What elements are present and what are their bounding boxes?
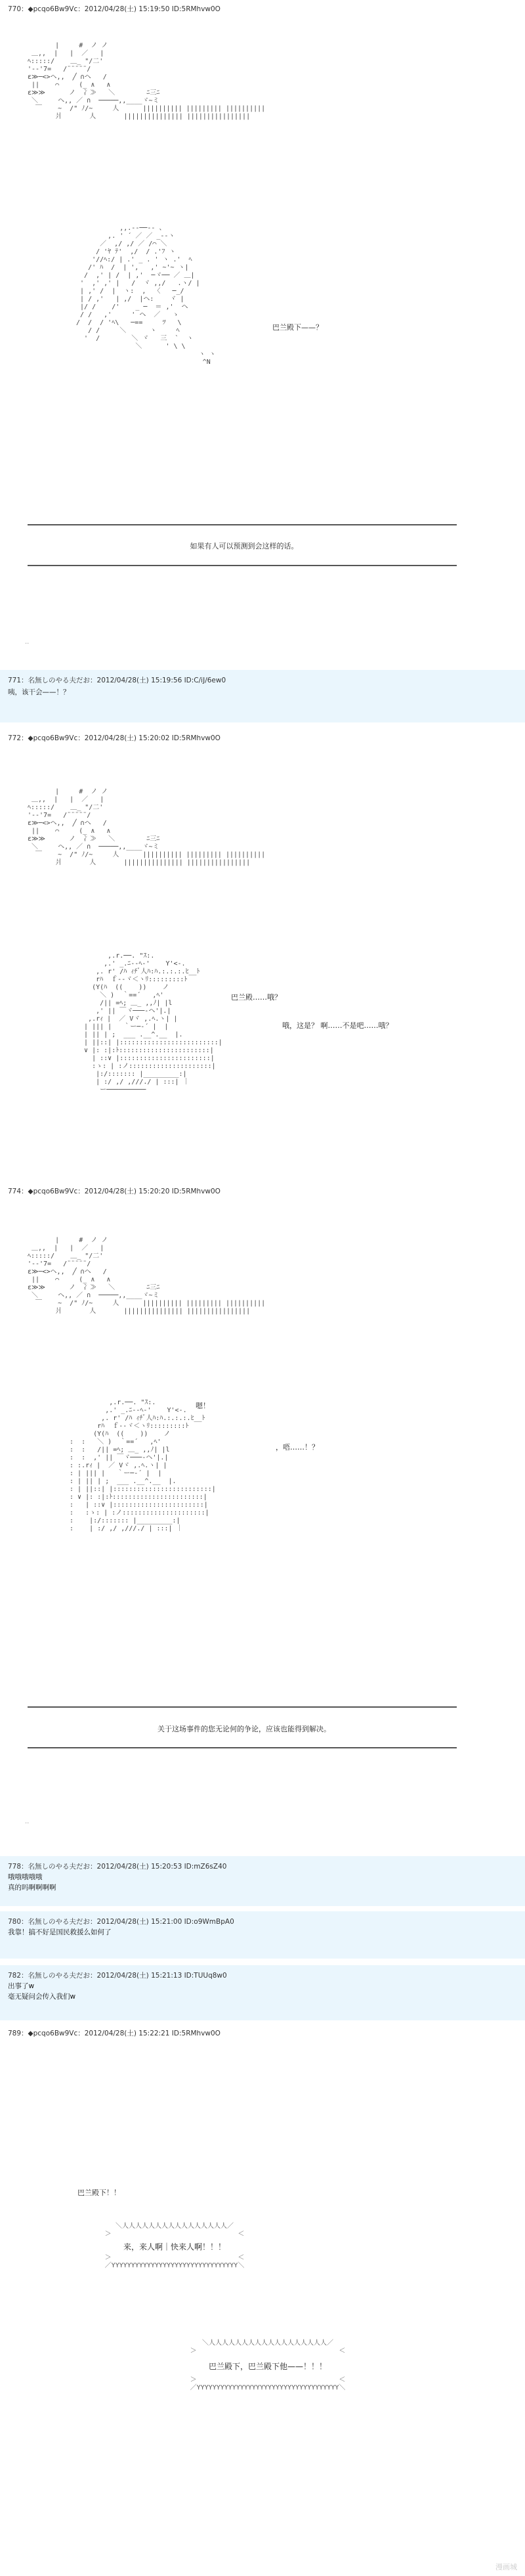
reply-post (0, 1856, 525, 1906)
aa-castle-art: | # ノ ノ ＿,, | | ／ | ﾍ:::::/ ＿_ "/二' '-‐'7= /¨¨¨¨¨/ ε≫─<>ヘ,, ╱ ∩ヘ / || ⌒ (̲ ∧ ∧ ε≫≫ ノ 冫≫ ＼ ﾆ三ﾆ ＼ ヘ,, ／ ∩ ─────,,____ヾ~ミ ￣ ~ /" ﾉ/~ 人 |||||||||| ||||||||| |||||||||| 爿 人 ||||||||||||||| |||||||||||||||| (28, 788, 266, 866)
shout-border-bottom: ＞ ＜ ／YYYYYYYYYYYYYYYYYYYYYYYYYYYYYYYYYYYY＼ (190, 2376, 346, 2391)
shout-box (138, 2340, 398, 2395)
speech-line: 巴兰殿……哦？ (231, 993, 282, 1002)
reply-line: 毫无疑问会传入我们w (8, 1993, 76, 2001)
shout-text: 巴兰殿下，巴兰殿下他——！！！ (208, 2362, 327, 2371)
reply-header: 780：名無しのやる夫だお：2012/04/28(土) 15:21:00 ID:o9WmBpA0 (8, 1918, 234, 1926)
reply-header: 778：名無しのやる夫だお：2012/04/28(土) 15:20:53 ID:mZ6sZ40 (8, 1863, 227, 1871)
divider (28, 1747, 457, 1748)
ellipsis-dots: .. (25, 1818, 30, 1825)
reply-line: 我靠！搞不好是国民救援么如何了 (8, 1928, 112, 1936)
speech-line: 巴兰殿下！！ (77, 2188, 121, 2197)
speech-line: 嗯！ (196, 1402, 210, 1410)
reply-post (0, 1965, 525, 2020)
aa-girl-art: ,.r.──. "ｽ:. ,.' _.ﾆ-‐ﾍ‐' Y'<-. ,. r' /ﾊ ｨﾁﾞ人ﾊ:ﾊ.:.:.:.ﾋ__ﾄ rﾊ ｆ‐‐ヾ＜ヽﾘ:::::::::ﾄ (Y(ﾊ (( )) ノ : : ＼ ) ｀==´ ,ﾍ' : : /|| =ﾍ; ＿_ ,,ﾉ| |l : : ,' || ￣ヾ───‐ヘ'|.| : :.rｨ | ／ Vヾ ,.ﾍ.ヽ| | : | ||| | ｀ー─‐´ | | : | || | ; ___ .__^.__ |. : | ||::| |:::::::::::::::::::::::::| : ∨ |: :|:ﾄ:::::::::::::::::::::::| : | ::∨ |:::::::::::::::::::::::| : :ゝ: | :ノ:::::::::::::::::::::| : |:/::::::: |_________:| : | :/ ,/ ,///./ | :::| ｜ (70, 1399, 216, 1532)
divider (28, 1706, 457, 1708)
aa-girl-art: ,.r.──. "ｽ:. ,.' _.ﾆ-‐ﾍ‐' Y'<-. ,. r' /ﾊ ｨﾁﾞ人ﾊ:ﾊ.:.:.:.ﾋ__ﾄ rﾊ ｆ‐‐ヾ＜ヽﾘ:::::::::ﾄ (Y(ﾊ (( )) ノ ＼ ) ｀==´ ,ﾍ' /|| =ﾍ; ＿_ ,,ﾉ| |l ,' || ￣ヾ───‐ヘ'|.| ,.rｨ | ／ Vヾ ,.ﾍ.ヽ| | | ||| | ｀ー─‐´ | | | || | ; ___ .__^.__ |. | ||::| |:::::::::::::::::::::::::| ∨ |: :|:ﾄ:::::::::::::::::::::::| | ::∨ |:::::::::::::::::::::::| :ゝ: | :ノ:::::::::::::::::::::| |:/::::::: |_________:| | :/ ,/ ,///./ | :::| ｜ ー────────── (84, 952, 222, 1094)
narration-text: 关于这场事件的您无论何的争论，应该也能得到解决。 (158, 1725, 331, 1733)
post-header: 774：◆pcqo6Bw9Vc：2012/04/28(土) 15:20:20 ID:5RMhvw0O (8, 1188, 220, 1195)
divider (28, 565, 457, 566)
shout-border-bottom: ＞ ＜ ／YYYYYYYYYYYYYYYYYYYYYYYYYYYYYYYY＼ (104, 2254, 245, 2269)
divider (28, 524, 457, 525)
shout-text: 来，来人啊｜快来人啊！！！ (123, 2242, 226, 2252)
shout-box (58, 2223, 291, 2271)
reply-header: 771：名無しのやる夫だお：2012/04/28(土) 15:19:56 ID:C/iJ/6ew0 (8, 677, 226, 684)
post-header: 789：◆pcqo6Bw9Vc：2012/04/28(土) 15:22:21 ID:5RMhvw0O (8, 2030, 220, 2037)
reply-line: 咦，该干会——！？ (8, 688, 70, 696)
speech-line: 哦，这是？ 啊……不是吧……哦？ (282, 1021, 393, 1030)
reply-line: 真的吗啊啊啊啊 (8, 1884, 56, 1892)
post-header: 770：◆pcqo6Bw9Vc：2012/04/28(土) 15:19:50 ID:5RMhvw0O (8, 5, 220, 13)
shout-border-top: ＼人人人人人人人人人人人人人人人人人人／ ＞ ＜ (190, 2340, 346, 2355)
aa-knight-art: ,,.--──‐‐ 、 ,. ' ´ ／ ／ _-‐ヽ ／ ,/ ,/ ／ /⌒ ＼ / 'ﾔ ﾃ' ,/ / .'ﾌ ヽ '//ﾍ:/ | .' _ . ' ヽ .' ﾍ /' ﾊ / | ', ,' ~'~ ヽ| / ,' | / | ,' ─ヾ── ／ ＿| ' ,' ,' | / ヾ ,,/ .ヽ/ | | ,' / | ヽ: , 〈 ─_/ | / ,' | ,/ |ヘ: ヾ | |/ / /' _ ─ ＝ ,' ヘ / / ,' ' ヘ ／ ゝ / / / 'ﾍ\ ─== ﾂ \ / / ＼ ヽ ﾍ ' / ＼ ヾ 三 ` ヽ ＼ ' \ \ ヽ ヽ ^N (76, 225, 216, 366)
ellipsis-dots: .. (25, 638, 30, 646)
narration-text: 如果有人可以预测到会这样的话。 (190, 542, 299, 550)
reply-post (0, 1911, 525, 1959)
speech-line: ，唔……！？ (276, 1443, 319, 1452)
shout-border-top: ＼人人人人人人人人人人人人人人人人／ ＞ ＜ (104, 2223, 245, 2238)
aa-castle-art: | # ノ ノ ＿,, | | ／ | ﾍ:::::/ ＿_ "/二' '-‐'7= /¨¨¨¨¨/ ε≫─<>ヘ,, ╱ ∩ヘ / || ⌒ (̲ ∧ ∧ ε≫≫ ノ 冫≫ ＼ ﾆ三ﾆ ＼ ヘ,, ／ ∩ ─────,,____ヾ~ミ ￣ ~ /" ﾉ/~ 人 |||||||||| ||||||||| |||||||||| 爿 人 ||||||||||||||| |||||||||||||||| (28, 1237, 266, 1315)
reply-line: 哦哦哦哦哦 (8, 1873, 43, 1881)
aa-castle-art: | # ノ ノ ＿,, | | ／ | ﾍ:::::/ ＿_ "/二' '-‐'7= /¨¨¨¨¨/ ε≫─<>ヘ,, ╱ ∩ヘ / || ⌒ (̲ ∧ ∧ ε≫≫ ノ 冫≫ ＼ ﾆ三ﾆ ＼ ヘ,, ／ ∩ ─────,,____ヾ~ミ ￣ ~ /" ﾉ/~ 人 |||||||||| ||||||||| |||||||||| 爿 人 ||||||||||||||| |||||||||||||||| (28, 42, 266, 120)
speech-line: 巴兰殿下——？ (272, 323, 323, 332)
reply-header: 782：名無しのやる夫だお：2012/04/28(土) 15:21:13 ID:TUUq8w0 (8, 1972, 227, 1980)
watermark: 漫画城 (495, 2563, 517, 2571)
reply-post (0, 670, 525, 722)
reply-line: 出事了w (8, 1982, 35, 1990)
post-header: 772：◆pcqo6Bw9Vc：2012/04/28(土) 15:20:02 ID:5RMhvw0O (8, 734, 220, 742)
